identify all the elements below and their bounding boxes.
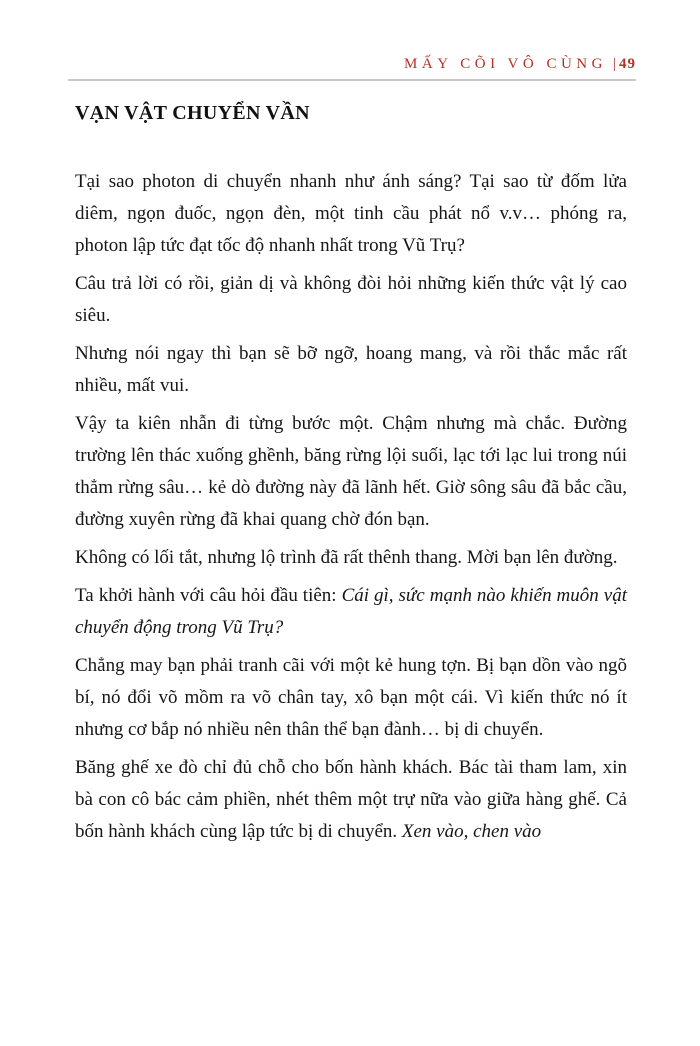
paragraph (75, 268, 627, 332)
paragraph-segment: Câu trả lời có rồi, giản dị và không đòi hỏi những kiến thức vật lý cao siêu. (75, 273, 627, 326)
paragraph-segment: Nhưng nói ngay thì bạn sẽ bỡ ngỡ, hoang mang, và rồi thắc mắc rất nhiều, mất vui. (75, 343, 627, 396)
paragraph (75, 408, 627, 536)
book-page (0, 54, 700, 1046)
paragraph-segment: Băng ghế xe đò chỉ đủ chỗ cho bốn hành khách. Bác tài tham lam, xin bà con cô bác cảm phiền, nhét thêm một trự nữa vào giữa hàng ghế. Cả bốn hành khách cùng lập tức bị di chuyển. (75, 757, 627, 842)
body-text (75, 166, 627, 848)
paragraph-segment: Ta khởi hành với câu hỏi đầu tiên: (75, 585, 342, 606)
paragraph (75, 338, 627, 402)
paragraph (75, 166, 627, 262)
paragraph (75, 650, 627, 746)
running-header-separator: | (612, 56, 616, 72)
paragraph-segment: Vậy ta kiên nhẫn đi từng bước một. Chậm nhưng mà chắc. Đường trường lên thác xuống ghềnh, băng rừng lội suối, lạc tới lạc lui trong núi thẳm rừng sâu… kẻ dò đường này đã lãnh hết. Giờ sông sâu đã bắc cầu, đường xuyên rừng đã khai quang chờ đón bạn. (75, 413, 627, 530)
page-number: 49 (619, 56, 636, 72)
paragraph-segment: Không có lối tắt, nhưng lộ trình đã rất thênh thang. Mời bạn lên đường. (75, 547, 618, 568)
paragraph (75, 752, 627, 848)
chapter-title: VẠN VẬT CHUYỂN VẦN (75, 102, 310, 124)
paragraph-italic-segment: Xen vào, chen vào (401, 821, 542, 842)
running-header (68, 54, 636, 74)
header-rule (68, 79, 636, 81)
running-header-book-title: MẤY CÕI VÔ CÙNG (404, 56, 607, 72)
paragraph (75, 542, 627, 574)
paragraph-segment: Chẳng may bạn phải tranh cãi với một kẻ hung tợn. Bị bạn dồn vào ngõ bí, nó đổi võ mồm ra võ chân tay, xô bạn một cái. Vì kiến thức nó ít nhưng cơ bắp nó nhiều nên thân thể bạn đành… bị di chuyển. (75, 655, 627, 740)
paragraph (75, 580, 627, 644)
paragraph-italic-segment: Cái gì, sức mạnh nào khiến muôn vật chuyển động trong Vũ Trụ? (75, 585, 627, 638)
paragraph-segment: Tại sao photon di chuyển nhanh như ánh sáng? Tại sao từ đốm lửa diêm, ngọn đuốc, ngọn đèn, một tinh cầu phát nổ v.v… phóng ra, photon lập tức đạt tốc độ nhanh nhất trong Vũ Trụ? (75, 171, 627, 256)
